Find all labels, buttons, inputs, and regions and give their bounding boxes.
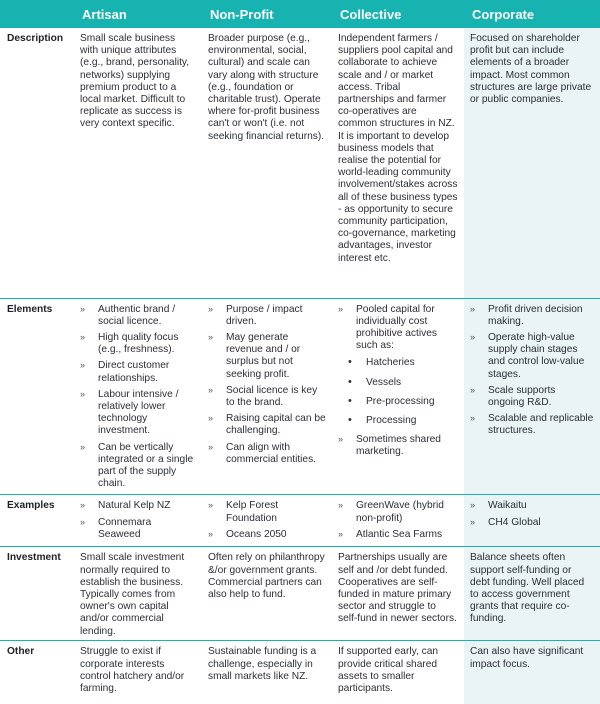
cell-other-collective: If supported early, can provide critical shared assets to smaller participants.: [332, 641, 464, 704]
cell-investment-artisan: Small scale investment normally required to establish the business. Typically comes from owner's own capital and/or commercial lending.: [74, 547, 202, 641]
cell-examples-corporate: [464, 495, 600, 547]
cell-other-artisan: Struggle to exist if corporate interests control hatchery and/or farming.: [74, 641, 202, 704]
list-item: » Can be vertically integrated or a single part of the supply chain.: [80, 442, 196, 491]
cell-investment-corporate: Balance sheets often support self-funding or debt funding. Well placed to access government grants that require co-funding.: [464, 547, 600, 641]
list-item: » Kelp Forest Foundation: [208, 500, 326, 524]
list-item: » Purpose / impact driven.: [208, 304, 326, 328]
sub-bullet-list: [338, 357, 458, 427]
sub-list-item: • Pre-processing: [338, 396, 458, 408]
row-label-examples: Examples: [0, 495, 74, 547]
list-item: » Connemara Seaweed: [80, 517, 196, 541]
row-other: [0, 641, 600, 704]
cell-elements-corporate: [464, 298, 600, 495]
cell-investment-non-profit: Often rely on philanthropy &/or government grants. Commercial partners can also help to fund.: [202, 547, 332, 641]
list-item: [338, 304, 458, 428]
bullet-list: [470, 304, 594, 438]
row-label-other: Other: [0, 641, 74, 704]
bullet-list: [80, 500, 196, 541]
list-item: » Profit driven decision making.: [470, 304, 594, 328]
cell-examples-collective: [332, 495, 464, 547]
header-artisan: Artisan: [74, 0, 202, 28]
cell-description-artisan: Small scale business with unique attributes (e.g., brand, personality, networks) supplying premium product to a local market. Difficult to replicate as success is very context specific.: [74, 28, 202, 298]
list-item: » Scalable and replicable structures.: [470, 413, 594, 437]
row-examples: [0, 495, 600, 547]
cell-other-corporate: Can also have significant impact focus.: [464, 641, 600, 704]
list-item: » Waikaitu: [470, 500, 594, 512]
bullet-list: [470, 500, 594, 528]
bullet-list: [338, 304, 458, 459]
list-item: » High quality focus (e.g., freshness).: [80, 332, 196, 356]
sub-list-item: • Hatcheries: [338, 357, 458, 369]
list-item: » Oceans 2050: [208, 529, 326, 541]
list-item: » Direct customer relationships.: [80, 360, 196, 384]
bullet-list: [80, 304, 196, 491]
list-item: » Sometimes shared marketing.: [338, 434, 458, 458]
row-label-description: Description: [0, 28, 74, 298]
cell-investment-collective: Partnerships usually are self and /or debt funded. Cooperatives are self-funded in mature primary sector and struggle to self-fund in newer sectors.: [332, 547, 464, 641]
cell-elements-collective: [332, 298, 464, 495]
cell-description-non-profit: Broader purpose (e.g., environmental, social, cultural) and scale can vary along with structure (e.g., foundation or charitable trust). Operate where for-profit business can't or won't (i.e. not seeking financial returns).: [202, 28, 332, 298]
list-item: » Can align with commercial entities.: [208, 442, 326, 466]
list-item: » Social licence is key to the brand.: [208, 385, 326, 409]
cell-elements-artisan: [74, 298, 202, 495]
header-corner: [0, 0, 74, 28]
row-label-elements: Elements: [0, 298, 74, 495]
bullet-list: [338, 500, 458, 541]
header-collective: Collective: [332, 0, 464, 28]
cell-description-collective: Independent farmers / suppliers pool capital and collaborate to achieve scale and / or market access. Tribal partnerships and farmer co-operatives are common structures in NZ. It is important to develop business models that realise the potential for world-leading community involvement/stakes across all of these business types - as opportunity to secure community participation, co-governance, marketing advantages, investor interest etc.: [332, 28, 464, 298]
cell-other-non-profit: Sustainable funding is a challenge, especially in small markets like NZ.: [202, 641, 332, 704]
list-item: » May generate revenue and / or surplus but not seeking profit.: [208, 332, 326, 381]
bullet-list: [208, 500, 326, 541]
bullet-list: [208, 304, 326, 466]
cell-description-corporate: Focused on shareholder profit but can include elements of a broader impact. Most common structures are large private or public companies.: [464, 28, 600, 298]
list-item-text: Pooled capital for individually cost prohibitive actives such as:: [356, 303, 437, 352]
list-item: » Scale supports ongoing R&D.: [470, 385, 594, 409]
list-item: » Raising capital can be challenging.: [208, 413, 326, 437]
row-label-investment: Investment: [0, 547, 74, 641]
sub-list-item: • Processing: [338, 415, 458, 427]
list-item: » Authentic brand / social licence.: [80, 304, 196, 328]
row-elements: [0, 298, 600, 495]
list-item: » Operate high-value supply chain stages and control low-value stages.: [470, 332, 594, 381]
row-description: [0, 28, 600, 298]
list-item: » Natural Kelp NZ: [80, 500, 196, 512]
cell-examples-artisan: [74, 495, 202, 547]
header-corporate: Corporate: [464, 0, 600, 28]
row-investment: [0, 547, 600, 641]
list-item: » Labour intensive / relatively lower technology investment.: [80, 389, 196, 438]
cell-elements-non-profit: [202, 298, 332, 495]
list-item: » GreenWave (hybrid non-profit): [338, 500, 458, 524]
sub-list-item: • Vessels: [338, 377, 458, 389]
cell-examples-non-profit: [202, 495, 332, 547]
header-row: [0, 0, 600, 28]
header-non-profit: Non-Profit: [202, 0, 332, 28]
list-item: » Atlantic Sea Farms: [338, 529, 458, 541]
list-item: » CH4 Global: [470, 517, 594, 529]
